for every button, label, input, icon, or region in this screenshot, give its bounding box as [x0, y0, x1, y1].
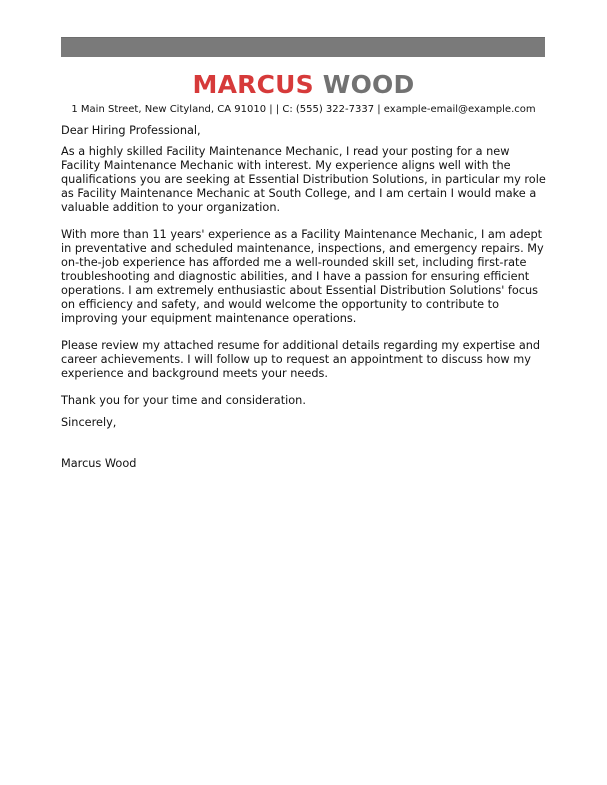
salutation: Dear Hiring Professional, — [61, 124, 201, 137]
contact-line: 1 Main Street, New Cityland, CA 91010 | | C: (555) 322-7337 | example-email@example.com — [71, 104, 536, 115]
paragraph-2: With more than 11 years' experience as a Facility Maintenance Mechanic, I am adept in preventative and scheduled maintenance, inspections, and emergency repairs. My on-the-job experience has afforded me a well-rounded skill set, including first-rate troubleshooting and diagnostic abilities, and I have a passion for ensuring efficient operations. I am extremely enthusiastic about Essential Distribution Solutions' focus on efficiency and safety, and would welcome the opportunity to contribute to improving your equipment maintenance operations. — [61, 228, 544, 325]
closing-line: Thank you for your time and consideration. — [61, 394, 306, 407]
paragraph-3: Please review my attached resume for additional details regarding my expertise and career achievements. I will follow up to request an appointment to discuss how my experience and background meets your needs. — [61, 339, 541, 380]
applicant-name — [0, 70, 607, 100]
header-bar — [61, 37, 545, 57]
signature: Marcus Wood — [61, 457, 137, 470]
first-name: MARCUS — [192, 70, 314, 99]
letter-body — [61, 124, 551, 471]
signoff: Sincerely, — [61, 416, 117, 429]
paragraph-1: As a highly skilled Facility Maintenance Mechanic, I read your posting for a new Facility Maintenance Mechanic with interest. My experience aligns well with the qualifications you are seeking at Essential Distribution Solutions, in particular my role as Facility Maintenance Mechanic at South College, and I am certain I would make a valuable addition to your organization. — [61, 145, 546, 214]
last-name: WOOD — [322, 70, 415, 99]
